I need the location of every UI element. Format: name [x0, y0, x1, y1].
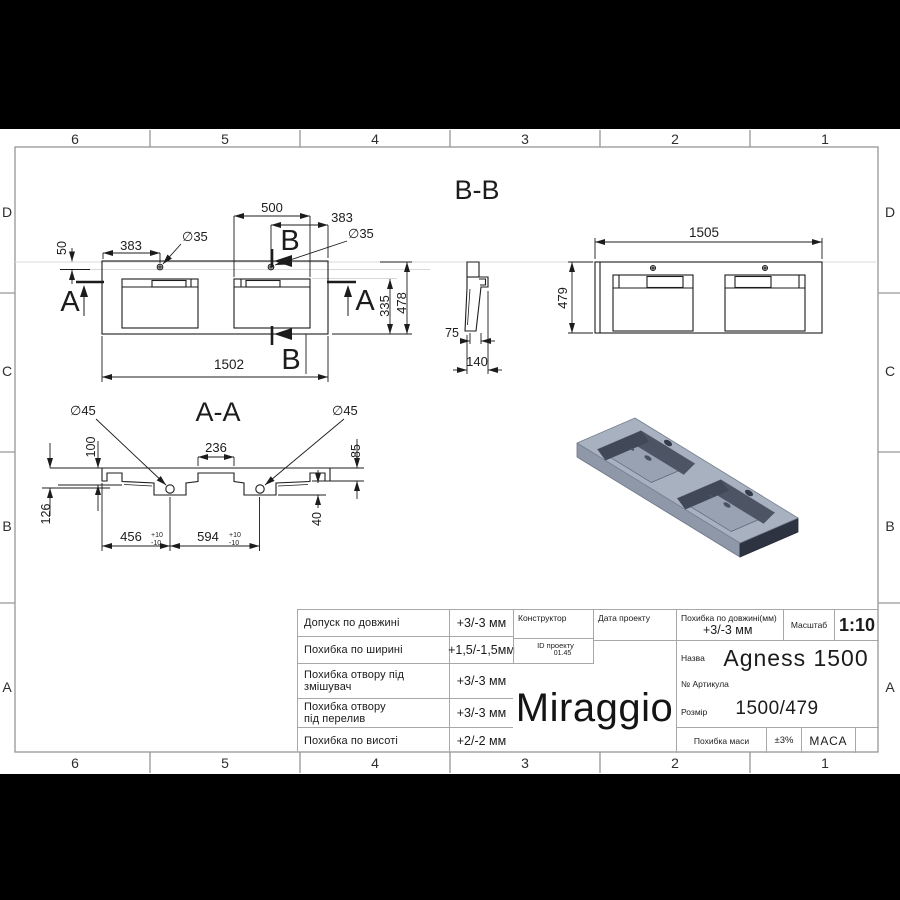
- dim-383-left: 383: [120, 238, 142, 253]
- dim-1505: 1505: [688, 225, 720, 240]
- cut-letter-b-bottom: B: [281, 344, 301, 376]
- dim-hole-35-left: ∅35: [182, 229, 208, 244]
- scale-label-cell: Масштаб: [783, 610, 834, 641]
- empty-cell: [856, 728, 879, 753]
- tolerance-label: Похибка отвору: [304, 701, 386, 713]
- dim-100: 100: [84, 436, 98, 458]
- size-value: 1500/479: [735, 698, 819, 719]
- dim-594-tol-plus: +10: [229, 532, 241, 539]
- tolerance-row-label: [298, 637, 450, 664]
- tolerance-label: Похибка по висоті: [304, 734, 398, 747]
- row-label: B: [885, 518, 895, 534]
- row-label: B: [2, 518, 12, 534]
- row-label: A: [2, 679, 12, 695]
- side-profile-view: [465, 262, 488, 331]
- dim-hole-45-left: ∅45: [70, 403, 96, 418]
- dim-456-tol-plus: +10: [151, 532, 163, 539]
- dim-383-right: 383: [331, 210, 353, 225]
- col-label: 1: [821, 131, 829, 147]
- dim-140: 140: [466, 354, 488, 369]
- dim-85: 85: [349, 444, 363, 458]
- row-label: C: [1, 363, 13, 379]
- dim-456: 456: [120, 529, 142, 544]
- section-title-bb: B-B: [454, 175, 500, 205]
- bottom-plan-view: [595, 262, 822, 333]
- tolerance-label: Допуск по довжині: [304, 617, 400, 629]
- dim-479: 479: [555, 287, 570, 309]
- dim-594: 594: [197, 529, 219, 544]
- dim-40: 40: [310, 512, 324, 526]
- tolerance-row-value: +2/-2 мм: [456, 733, 507, 748]
- tolerance-row-value: +1,5/-1,5мм: [450, 637, 513, 664]
- dim-hole-35-right: ∅35: [348, 226, 374, 241]
- dim-126: 126: [39, 503, 53, 525]
- cut-letter-b-top: B: [280, 225, 300, 257]
- col-label: 1: [821, 755, 829, 771]
- size-label: Розмір: [681, 707, 708, 717]
- dim-335: 335: [377, 295, 392, 317]
- project-id-label: ID проекту: [537, 641, 574, 650]
- length-tolerance-label: Похибка по довжині(мм): [681, 613, 777, 623]
- col-label: 3: [521, 131, 529, 147]
- tolerance-row-value: +3/-3 мм: [450, 610, 513, 637]
- dim-500: 500: [261, 200, 283, 215]
- col-label: 5: [221, 755, 229, 771]
- dim-hole-45-right: ∅45: [332, 403, 358, 418]
- col-label: 6: [71, 131, 79, 147]
- tolerance-label: Похибка по ширині: [304, 644, 403, 656]
- tolerance-row-label: [298, 728, 450, 753]
- project-id-cell: [513, 639, 594, 664]
- tolerance-label-line2: під перелив: [304, 713, 366, 725]
- name-article-size-cell: [676, 641, 879, 728]
- dim-50: 50: [55, 241, 69, 255]
- project-id-value: 01.45: [553, 650, 572, 657]
- tolerance-row-label: [298, 699, 450, 728]
- name-label: Назва: [681, 653, 705, 663]
- title-block: [297, 609, 878, 752]
- tolerance-label: Похибка отвору під: [304, 669, 404, 681]
- section-aa-view: [102, 468, 330, 495]
- row-label: D: [1, 204, 13, 220]
- dim-456-tol-minus: -10: [151, 540, 162, 547]
- scale-value-cell: 1:10: [834, 610, 879, 641]
- length-tolerance-value: +3/-3 мм: [703, 623, 753, 637]
- mass-tolerance-label-cell: Похибка маси: [676, 728, 766, 753]
- col-label: 4: [371, 131, 379, 147]
- border-row-letters-right: [885, 204, 895, 695]
- letterbox-bar-top: [0, 0, 900, 129]
- border-row-letters-left: [2, 204, 12, 695]
- tolerance-row-value: +3/-3 мм: [450, 664, 513, 699]
- tolerance-row-value: +3/-3 мм: [450, 699, 513, 728]
- bottom-plan-dimensions: [568, 238, 822, 333]
- col-label: 2: [671, 131, 679, 147]
- tolerance-row-label: [298, 664, 450, 699]
- plan-cut-marks: [76, 249, 356, 345]
- mass-label-cell: МАСА: [801, 728, 856, 753]
- cut-letter-a-left: A: [60, 286, 80, 318]
- length-tolerance-cell: [676, 610, 783, 641]
- mass-tolerance-value-cell: ±3%: [766, 728, 801, 753]
- section-title-aa: A-A: [195, 397, 241, 427]
- letterbox-bar-bottom: [0, 774, 900, 900]
- row-label: C: [884, 363, 896, 379]
- row-label: D: [884, 204, 896, 220]
- dim-1502: 1502: [213, 357, 245, 372]
- brand-logo: Miraggio: [515, 686, 674, 730]
- cut-letter-a-right: A: [355, 285, 375, 317]
- name-value: Agness 1500: [723, 645, 869, 671]
- constructor-cell: Конструктор: [513, 610, 594, 639]
- dim-75: 75: [445, 326, 459, 340]
- dim-236: 236: [205, 440, 227, 455]
- dim-594-tol-minus: -10: [229, 540, 240, 547]
- col-label: 5: [221, 131, 229, 147]
- col-label: 6: [71, 755, 79, 771]
- col-label: 3: [521, 755, 529, 771]
- col-label: 4: [371, 755, 379, 771]
- sink-3d-render: [577, 418, 798, 557]
- tolerance-label-line2: змішувач: [304, 681, 352, 693]
- project-date-cell: Дата проекту: [594, 610, 676, 641]
- dim-478: 478: [394, 292, 409, 314]
- article-label: № Артикула: [681, 679, 729, 689]
- row-label: A: [885, 679, 895, 695]
- col-label: 2: [671, 755, 679, 771]
- tolerance-row-label: [298, 610, 450, 637]
